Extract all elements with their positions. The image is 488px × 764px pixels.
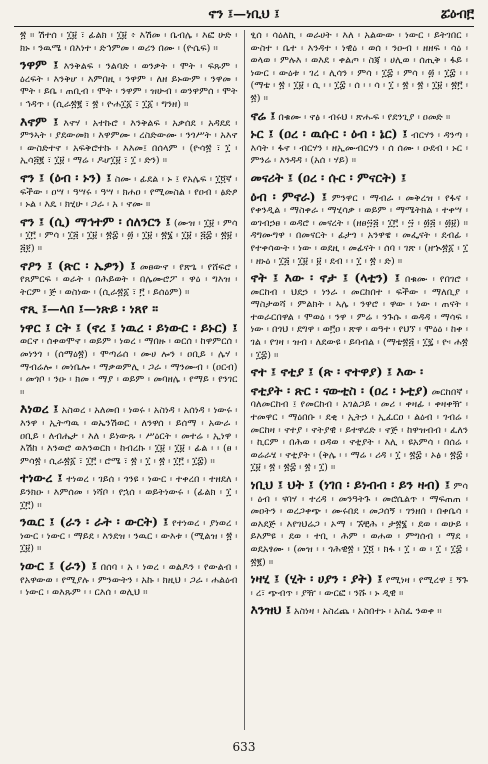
entry-headword: ዕብ ፡ ምኖራ) ፤ [250,188,327,204]
entry-headword: ኖጺ ፤—ላበ ፤—ነጽይ ፡ ነጸየ ። [20,301,159,317]
entry-definition: በቁሙ ፡ ኖፅ ፡ ብሩህ ፡ ጽሑፍ ፡ የደንጊያ ፡ ዐመድ ። [278,111,451,123]
entry-definition: በቁሙ ፡ የበገሮ ፡ መርከብ ፡ ህደኃ ፡ ነንራ ፡ መርከበተ ፡ ፍችው ፡ ማለቢያ ፡ ማስታወሻ ፡ ምልክት ፡ ኣሌ ፡ ንዋሮ ፡ ዋው ፡ ነው ፡ ጠናት ፡ ተወራርበዋል ፡ ሞወዕ ፡ ንዋ ፡ ምሬ ፡ ንጉሱ ፡ ወዳዳ ፡ ማሳፍ ፡ ነው ፡ በጎህ ፡ ደግዋ ፡ ወ፫ዐ ፡ ጽዋ ፡ ወዓተ ፡ የህኘ ፡ ሞዕዕ ፡ ከቀ ፡ ገል ፡ የገዛ ፡ ዝብ ፡ ለደውዩ ፡ ይባብል ፡ (ማቴ፳፭ ፡ ፲፯ ፡ ዮ፡ ሐ፳ ፡ ፲፰) ። [250,274,468,361]
dictionary-entry [20,303,238,318]
dictionary-entry [20,30,238,55]
entry-headword: እነወረ ፤ [20,401,59,417]
entry-headword: ኖት ፤ እው ፡ ኖታ ፤ (ላቲን) ፤ [250,270,400,286]
dictionary-entry [250,188,469,269]
entry-headword: ኖተ ፤ ኖቲያ ፤ (ጽ ፡ ኖተዋያ) ፤ እው ፡ [250,364,424,380]
dictionary-entry [20,319,238,400]
dictionary-entry [20,516,238,556]
entry-headword: ንዋም ፤ [20,57,59,73]
entry-headword: ነዋር ፤ ርት ፤ (ኖረ ፤ ነዉረ ፡ ይነውር ፡ ይኑር) ፤ [20,319,238,335]
entry-definition: የተነወረ ፡ ያነወረ ፡ ነውር ፡ ነውር ፡ ማይደ ፡ እንደዝ ፡ ንዉር ፡ ውእቱ ፡ (ሚልዝ ፡ ፳ ፡ ፲፱) ። [20,518,238,555]
entry-headword: ነቢህ ፤ ህት ፤ (ነገበ ፡ ይነብብ ፡ ይን ዛብ) ፤ [250,477,451,492]
left-column [14,30,245,730]
entry-headword: ኑር ፤ (ዐረ ፡ ዉሱር ፡ ዕብ ፡ ኔር) ፤ [250,126,408,142]
dictionary-entry [20,403,238,468]
page-number: 633 [232,740,256,754]
entry-definition: ምሳ ፡ ዕብ ፡ ናባሃ ፡ ተረዳ ፡ መንዓትጉ ፡ መሮሴልጥ ፡ ማፍጠጠ ፡ መዐትን ፡ ወረጋቀጭ ፡ ሙሩበደ ፡ መጋሰኝ ፡ ገንዘበ ፡ በቀቤሳ ፡ ወእደጅ ፡ እየገህሬጋ ፡ ኦማ ፡ ኧቺሕ ፡ ታ፳፮ ፡ ደወ ፡ ወሁይ ፡ ይእምዩ ፡ ደወ ፡ ተቢ ፡ ሕም ፡ ወሐወ ፡ ምግሰብ ፡ ማደ ፡ ወደአፃሙ ፡ (መዝ ፡ ፡ ጎሕዊ፳ ፡ ፲፬ ፡ ክፋ ፡ ፲ ፡ ወ ፡ ፲ ፡ ፲፰ ፡ ፳፪) ። [250,481,468,568]
dictionary-entry [251,30,469,106]
running-head: ኖን ፤—ነቢህ ፤ [208,7,280,22]
entry-definition: ብርሃን ፡ ዳንጣ ፡ እሳት ፡ ፋኖ ፡ ብርሃን ፡ ዘኢሙብርሃን ፡ ሰ ሰሙ ፡ ዑደብ ፡ ኑር ፡ ምንሬ ፡ እንዳዳ ፡ (አሰ ፡ ሃይ) ። [250,130,468,167]
dictionary-entry [20,113,238,168]
entry-headword: ተነውረ ፤ [20,470,63,486]
page-header [14,4,474,27]
right-column [245,30,475,730]
entry-definition: ተነወረ ፡ ገይሰ ፡ ጎንዩ ፡ ነውር ፡ ተቀረበ ፡ ተዘደለ ፡ ይንክዑ ፡ እምሰመ ፡ ነሻቦ ፡ የኋሰ ፡ ወይትነውሩ ፡ (ፊልክ ፡ ፲ ፡ ፲፫) ። [20,474,238,511]
dictionary-entry [20,213,238,256]
entry-headword: መናሪት ፤ (ዐረ ፡ ሱር ፡ ምናርት) ፤ [250,169,407,185]
entry-definition: (ሙዝ ፡ ፲፱ ፡ ምሳ ፡ ፲፫ ፡ ምሳ ፡ ፲፭ ፡ ፲፱ ፡ ፳፰ ፡ ፴ ፡ ፲፱ ፡ ፳፮ ፡ ፲፱ ፡ ፭፰ ፡ ፳፱ ፡ ፭፻) ። [20,217,238,254]
section-label: ፚዕብ፫ [440,7,474,22]
entry-headword: ኖን ፤ (ዕብ ፡ ኑን) ፤ [20,169,112,185]
dictionary-entry [250,382,469,475]
dictionary-entry [20,472,238,512]
entry-headword: ኖን ፤ (ሲ) ማኅተም ፡ ሰለንርን ፤ [20,213,171,229]
dictionary-entry [20,169,238,212]
entry-definition: ፂሰ ፡ ሳዕለኪ ፡ ወራሀት ፡ እለ ፡ አልውው ፡ ነውር ፡ ይትገበር ፡ ውስተ ፡ ቤተ ፡ እንዳተ ፡ ነዊዕ ፡ ወሰ ፡ ንዑብ ፡ ዘዘፍ ፡ ሳዕ ፡ ወላወ ፡ ምሉእ ፡ ወእደ ፡ ቀልጦ ፡ ስጃ ፡ ሀሊወ ፡ ሰጢቅ ፡ ፋይ ፡ ነውር ፡ ውዕቱ ፡ ገረ ፡ ሊሳን ፡ ምሳ ፡ ፲፰ ፡ ምሳ ፡ ፴ ፡ ፲፰ ፡ ፡ (ማቴ ፡ ፳ ፡ ፲፱ ፡ ሲ ፡ ፡ ፲፰ ፡ ሰ ፡ ፡ ሳ ፡ ፲ ፡ ፳ ፡ ፳ ፡ ፲፱ ፡ ፳፫ ፡ ፳) ። [250,30,468,104]
dictionary-entry [20,557,238,600]
dictionary-entry [251,272,469,362]
entry-headword: ኖሬ ፤ [250,107,276,123]
entry-definition: የሚነዛ ፡ የሚረዋ ፤ ኝጉ ፡ ረ፣ ጭብጥ ፡ ያዥ ፡ ውርፎ ፡ ንሹ ፡ ኑ ዲዊ ። [250,575,468,599]
entry-definition: በሰባ ፡ አ ፡ ነወረ ፡ ወልዶን ፡ የውልብ ፡ የአዋውወ ፡ የሚያሉ ፡ ምንውትን ፡ አኩ ፡ ክዚህ ፡ ጋራ ፡ ሐልዕብ ፡ ነውር ፡ ወእጹም ፡ ፡ ርእሰ ፡ ወሊህ ። [20,561,238,599]
dictionary-entry [251,128,469,168]
entry-definition: እኖሃ ፡ አተኩሮ ፡ እንቅልፍ ፡ አቃሰደ ፡ አዳደደ ፡ ምንኣት ፡ ያደውመክ ፡ እዋምሙ ፡ ረስድውሙ ፡ ንጎሥት ፡ አእኖ ፡ ውስድተኖ ፡ አፍቅሮተኩ ፡ እእመ፤ በሰላም ፡ (ዮሳ፳ ፣ ፲ ፡ ኢሳ፭፪ ፣ ፲፱ ፡ ማሬ ፡ ዶሆ፲፱ ፣ ፲ ፡ ድን) ። [20,117,238,167]
entry-definition: ወርኖ ፡ ሰቀወሞኖ ፡ ወይም ፡ ነወረ ፡ ማበዙ ፡ ወርሰ ፡ ከዋምርሰ ፡ መነንጎ ፡ (ሰማዕ፳) ፡ ሞጣሬሰ ፡ ሙሀ ሎን ፡ ዐቢይ ፡ ሌሃ ፡ ማብሬሎ ፡ መነቤሎ ፡ ማቃወምሊ ፡ ጋራ ፡ ማንሙብ ፡ (ዐርብ) ፡ መጎቦ ፡ ንዑ ፡ ክመ ፡ ማያ ፡ ወይም ፡ መባዘሌ ፡ የማይ ፡ የንገር ። [20,336,238,398]
entry-definition: እንቅልፍ ፡ ንልባድ ፡ ወንቃት ፡ ሞት ፡ ፍጹም ፡ ዕረፍት ፡ እንቅሆ ፡ እምበዚ ፡ ንዋም ፡ ለዘ ይኑውም ፡ ንዋመ ፡ ሞት ፡ ይቤ ፡ ጠቢብ ፡ ሞት ፡ ንዋም ፡ ዝሁብ ፡ ወንዋምሰ ፡ ሞት ፡ ኅዳጥ ፡ (ሲራ፳፪ ፣ ፳ ፡ ዮሐ፲፩ ፣ ፲፩ ፡ ግንዘ) ። [20,61,238,110]
entry-definition: ስሙ ፡ ፊደል ፡ ኑ ፤ የአሌፍ ፡ ፲፬ኛ ፡ ፍችው ፡ ዐሣ ፡ ዓሣሩ ፡ ዓሣ ፡ ክሐዐ ፡ የሚመስል ፡ የዐብ ፡ ፅድፆ ፡ ኑል ፡ እዴ ፡ ክሂሁ ፡ ጋራ ፡ አ ፡ ኖሙ ። [20,173,238,211]
entry-headword: ንዉር ፤ (ራን ፡ ራት ፡ ውርት) ፤ [20,514,169,530]
entry-definition: መፀውኖ ፡ የጽጌ ፡ የሸፍሮ ፡ የጸምርፍ ፡ ወራት ፡ በሕይወት ፡ በሌሙሮፖ ፡ ዋዕ ፡ ግእዝ ፡ ትርም ፡ ጅ ፡ ወስነው ፡ (ሲራ፳፩ ፣ ፫ ፡ ይሰዕም) ። [20,261,238,298]
entry-headword: እንዝህ ፤ [250,602,291,618]
dictionary-entry [250,107,469,125]
entry-headword: ነዛሂ ፤ (ሂት ፡ ሀያን ፡ ያት) ፤ [250,571,383,587]
entry-headword: እኖም ፤ [20,113,59,129]
dictionary-entry [251,573,469,600]
dictionary-entry [251,479,469,569]
entry-headword: ኖቲያት ፡ ጽር ፡ ናውቲስ ፡ (ዐረ ፡ ኑቲያ) [250,382,429,398]
entry-headword: ነውር ፤ (ራን) ፤ [20,557,97,573]
dictionary-entry [251,604,469,619]
dictionary-entry [20,257,238,300]
entry-definition: ፳ ። ሽተሰ ፡ ፲፱ ፣ ፊልክ ፡ ፲፱ ፥ እሽመ ፡ ቤብሌ ፡ እፎ ሁድ ፡ ክኑ ፡ ንዉሜ ፡ በእነተ ፡ ድኅምመ ፡ ወሪን በሙ ፡ (ዮሴፍ) ። [20,30,238,54]
dictionary-entry [250,169,469,187]
entry-definition: መርከበኛ ፡ ባለመርከብ ፤ የመርከብ ፡ አገልጋይ ፡ መሪ ፡ ቀዛፊ ፡ ቀዛቀዥ ፡ ተመዋር ፡ ማዕበቡ ፡ ደቂ ፡ ኢትኃ ፡ ኢፈርዐ ፡ ልዕብ ፡ ገብሬ ፡ መርከዛ ፡ ኖተያ ፡ ኖትያዊ ፡ ይተዋረድ ፡ ኖጅ ፡ ከዋዝብብ ፡ ፈለን ፡ ኪርም ፡ በሕወ ፡ ዐዳወ ፡ ኖቲያት ፡ እሊ ፡ ዩአምሳ ፡ በሰሬ ፡ ወሬራሄ ፡ ኖቲያት ፡ (ቅሌ ፡ ፡ ማሬ ፡ ሪዳ ፡ ፲ ፡ ፳፰ ፡ ኦፅ ፡ ፳፰ ፡ ፲፱ ፡ ፳ ፡ ፳፰ ፡ ፳ ፡ ፲) ። [250,386,469,474]
entry-definition: አስነዛ ፡ አስረጨ ፡ አስበተኑ ፡ አስፈ ንወቀ ። [293,606,442,618]
dictionary-entry [251,366,469,381]
entry-definition: አስወረ ፡ አለመበ ፡ ነወሩ ፡ አስነዳ ፡ አሰነዳ ፡ ነውሩ ፡ እንዋ ፡ ኢትጣዉ ፡ ወኤንሽወር ፡ ለንዋሰ ፡ ይሰማ ፡ አውራ ፡ ዐቢይ ፡ ለብሔታ ፡ እለ ፡ ይነውጹ ፡ ሥዕርት ፡ መተሬ ፡ ኢነዋ ፡ እሽከ ፡ እንወሮ ወእንወርክ ፡ ከብረኩ ፡ ፲፱ ፡ ፲፱ ፡ ፊል ፡ ፡ (ፀ ፡ ምሳ፳ ፡ ሲራ፳፩ ፣ ፲፫ ፡ ሮሜ ፣ ፳ ፡ ፲ ፡ ፳ ፡ ፲፫ ፡ ፲፰) ። [20,405,238,467]
dictionary-columns [14,30,474,730]
dictionary-entry [20,59,238,111]
entry-definition: ምንዋር ፡ ማብራ ፡ መቅረዝ ፡ የፋና ፡ የቀንዲል ፡ ማስቀራ ፡ ማሂሳቃ ፡ ወይም ፡ ማሜትክል ፡ ተቀሣ ፡ ወገብኃፀ ፡ ወዳሮ ፡ መናረት ፡ (ዘፀ፵፭ ፡ ፲፫ ፡ ፵ ፡ ፴፭ ፡ ፴፱) ። ዳግሙግዋ ፡ በመናርት ፡ ፊታጎ ፡ አንዋዌ ፡ መፌናት ፡ ደብፊ ፡ የተቀሳውት ፡ ነው ፡ ወደዚ ፡ መፊናት ፡ ሰባ ፡ ገጽ ፡ (ዘኊ፳፩ ፡ ፲ ፡ ዘኑዕ ፡ ፲፭ ፡ ፲፱ ፡ ፱ ፡ ደብ ፡ ፡ ፲ ፡ ፳ ፡ ድ) ። [250,192,468,267]
entry-headword: ኖዖን ፤ (ጽር ፡ ኤዎን) ፤ [20,257,136,273]
